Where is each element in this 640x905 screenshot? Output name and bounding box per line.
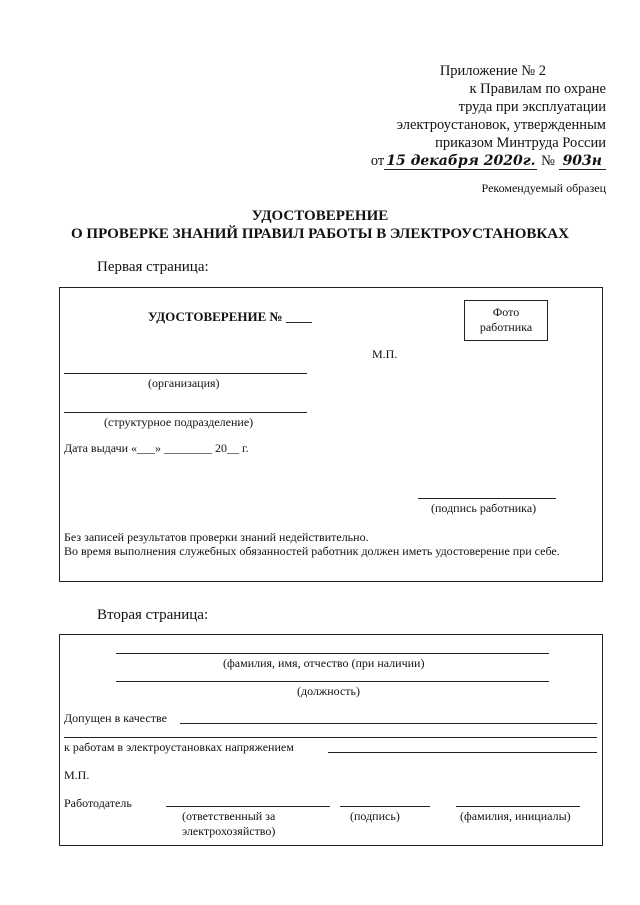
- appendix-line: к Правилам по охране: [469, 81, 606, 97]
- voltage-label: к работам в электроустановках напряжением: [64, 740, 294, 754]
- surname-caption: (фамилия, инициалы): [460, 809, 571, 823]
- appendix-date-line: [366, 152, 606, 170]
- photo-label: Фото: [492, 305, 520, 319]
- photo-label: работника: [479, 320, 533, 334]
- document-title: УДОСТОВЕРЕНИЕ: [251, 208, 389, 224]
- signature-line: [340, 806, 430, 807]
- number-prefix: №: [541, 153, 555, 169]
- full-name-caption: (фамилия, имя, отчество (при наличии): [223, 656, 425, 670]
- validity-note: Без записей результатов проверки знаний недействительно.: [64, 530, 369, 544]
- responsible-line: [166, 806, 330, 807]
- voltage-line: [328, 752, 597, 753]
- appendix-block: [366, 62, 606, 170]
- signature-caption: (подпись): [350, 809, 400, 823]
- document-subtitle: О ПРОВЕРКЕ ЗНАНИЙ ПРАВИЛ РАБОТЫ В ЭЛЕКТРОУСТАНОВКАХ: [71, 226, 569, 242]
- employee-signature-caption: (подпись работника): [431, 501, 537, 515]
- admitted-as-line-2: [64, 737, 597, 738]
- employee-signature-line: [418, 498, 556, 499]
- stamp-label: М.П.: [372, 347, 398, 361]
- position-line: [116, 681, 549, 682]
- organization-line: [64, 373, 307, 374]
- full-name-line: [116, 653, 549, 654]
- handwritten-number: 903н: [559, 153, 606, 170]
- appendix-line: Приложение № 2: [439, 63, 546, 79]
- issue-date: Дата выдачи «___» ________ 20__ г.: [64, 441, 249, 455]
- first-page-label: Первая страница:: [97, 259, 209, 275]
- photo-placeholder: [464, 300, 548, 341]
- stamp-label-2: М.П.: [64, 768, 90, 782]
- organization-caption: (организация): [148, 376, 220, 390]
- appendix-line: труда при эксплуатации: [458, 99, 606, 115]
- carry-note: Во время выполнения служебных обязанностей работник должен иметь удостоверение при себе.: [64, 544, 560, 558]
- responsible-caption: (ответственный за электрохозяйство): [182, 809, 276, 838]
- from-prefix: от: [370, 153, 385, 169]
- certificate-number: УДОСТОВЕРЕНИЕ № ____: [148, 309, 312, 324]
- admitted-as-label: Допущен в качестве: [64, 711, 167, 725]
- division-line: [64, 412, 307, 413]
- admitted-as-line: [180, 723, 597, 724]
- second-page-label: Вторая страница:: [97, 607, 209, 623]
- appendix-line: электроустановок, утвержденным: [396, 117, 606, 133]
- surname-line: [456, 806, 580, 807]
- recommended-sample: Рекомендуемый образец: [481, 181, 606, 195]
- position-caption: (должность): [297, 684, 360, 698]
- appendix-line: приказом Минтруда России: [435, 135, 606, 151]
- division-caption: (структурное подразделение): [104, 415, 254, 429]
- employer-label: Работодатель: [64, 796, 132, 810]
- handwritten-date: 15 декабря 2020г.: [386, 153, 536, 169]
